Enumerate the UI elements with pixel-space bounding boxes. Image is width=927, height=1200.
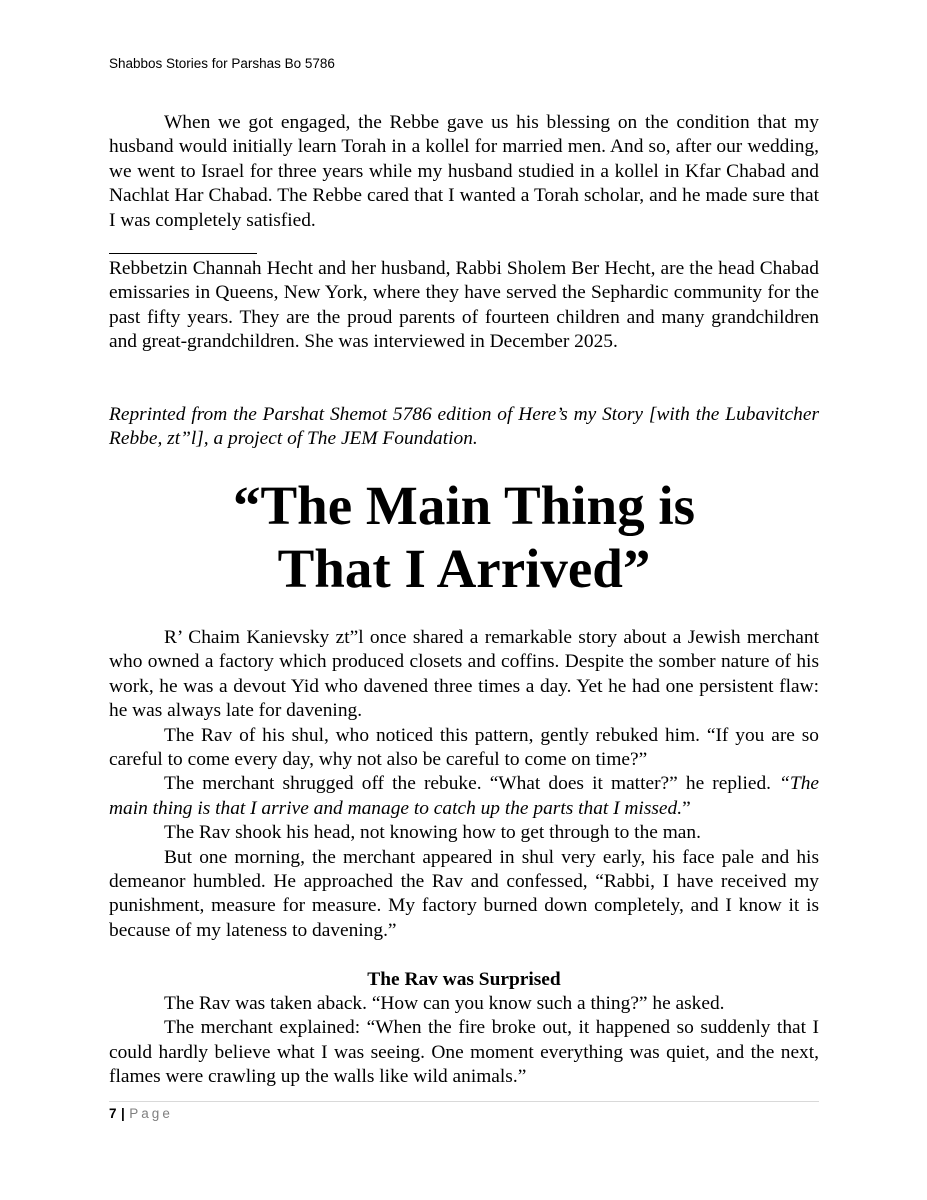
story-paragraph-6: The Rav was taken aback. “How can you know such a thing?” he asked. bbox=[164, 993, 725, 1015]
paragraph-3-quote: “The main thing is that I arrive and manage to catch up the parts that I missed. bbox=[109, 773, 819, 819]
story-paragraph-1: R’ Chaim Kanievsky zt”l once shared a remarkable story about a Jewish merchant who owned a factory which produced closets and coffins. Despite the somber nature of his work, he was a devout Yid who davened three times a day. Yet he had one persistent flaw: he was always late for davening. bbox=[109, 627, 819, 722]
footer-separator: | bbox=[121, 1106, 126, 1121]
story-body bbox=[109, 626, 819, 1090]
story-paragraph-2: The Rav of his shul, who noticed this pattern, gently rebuked him. “If you are so careful to come every day, why not also be careful to come on time?” bbox=[109, 724, 819, 771]
story-paragraph-3 bbox=[109, 772, 819, 821]
title-line-1: “The Main Thing is bbox=[232, 475, 696, 536]
story-paragraph-5: But one morning, the merchant appeared in shul very early, his face pale and his demeanor humbled. He approached the Rav and confessed, “Rabbi, I have received my punishment, measure for measure. My factory burned down completely, and I know it is because of my lateness to davening.” bbox=[109, 846, 819, 941]
reprint-paragraph: Reprinted from the Parshat Shemot 5786 edition of Here’s my Story [with the Lubavitcher Rebbe, zt”l], a project of The JEM Foundation. bbox=[109, 404, 819, 450]
footnote-divider bbox=[109, 253, 257, 254]
section-subheading: The Rav was Surprised bbox=[367, 968, 561, 990]
page-footer bbox=[109, 1106, 173, 1121]
story-paragraph-4: The Rav shook his head, not knowing how to get through to the man. bbox=[164, 822, 701, 844]
running-header: Shabbos Stories for Parshas Bo 5786 bbox=[109, 56, 335, 71]
reprint-note bbox=[109, 403, 819, 452]
paragraph-3-plain: The merchant shrugged off the rebuke. “What does it matter?” he replied. bbox=[164, 773, 780, 795]
story-title bbox=[109, 474, 819, 600]
footer-divider bbox=[109, 1101, 819, 1102]
title-line-2: That I Arrived” bbox=[277, 538, 651, 599]
page-label: Page bbox=[129, 1106, 173, 1121]
bio-paragraph: Rebbetzin Channah Hecht and her husband, Rabbi Sholem Ber Hecht, are the head Chabad emissaries in Queens, New York, where they have served the Sephardic community for the past fifty years. They are the proud parents of fourteen children and many grandchildren and great-grandchildren. She was interviewed in December 2025. bbox=[109, 258, 819, 353]
previous-story-closing bbox=[109, 111, 819, 233]
paragraph-3-end: ” bbox=[682, 797, 691, 819]
paragraph-gap bbox=[109, 943, 819, 967]
closing-paragraph: When we got engaged, the Rebbe gave us his blessing on the condition that my husband would initially learn Torah in a kollel for married men. And so, after our wedding, we went to Israel for three years while my husband studied in a kollel in Kfar Chabad and Nachlat Har Chabad. The Rebbe cared that I wanted a Torah scholar, and he made sure that I was completely satisfied. bbox=[109, 112, 819, 231]
author-bio bbox=[109, 257, 819, 355]
story-paragraph-7: The merchant explained: “When the fire broke out, it happened so suddenly that I could hardly believe what I was seeing. One moment everything was quiet, and the next, flames were crawling up the walls like wild animals.” bbox=[109, 1017, 819, 1088]
page-number: 7 bbox=[109, 1106, 118, 1121]
